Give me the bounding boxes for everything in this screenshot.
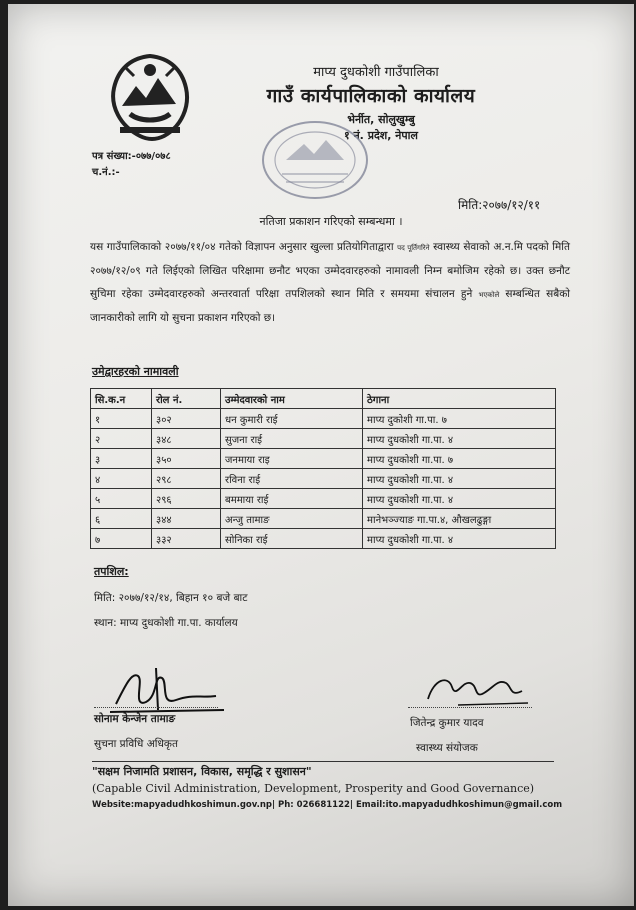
- cell-serial: १: [91, 409, 152, 429]
- body-small-1: पद पूर्तिगरिने: [397, 244, 430, 252]
- right-signatory-name: जितेन्द्र कुमार यादव: [410, 717, 484, 729]
- body-small-2: भएकोले: [478, 291, 500, 299]
- cell-address: माप्य दुकोशी गा.पा. ७: [363, 409, 556, 429]
- left-signatory-role: सुचना प्रविधि अधिकृत: [94, 738, 178, 750]
- body-part-2: स्वास्थ्य सेवाको अ.न.मि पदको मिति २०७७/१२/०९ गते लिईएको लिखित परिक्षामा छनौट भएका उम्मेदवारहरुको नामावली निम्न बमोजिम रहेको छ। उक्त छनौट सुचिमा रहेका उम्मेदवारहरुको अन्तरवार्ता परिक्षा तपशिलको स्थान मिति र समयमा संचालन हुने: [90, 241, 571, 300]
- left-signature-line: [94, 707, 218, 708]
- letter-number: पत्र संख्या:-०७७/०७८: [92, 151, 171, 162]
- cell-roll: ३३२: [152, 529, 221, 549]
- body-part-1: यस गाउँपालिकाको २०७७/११/०४ गतेको विज्ञापन अनुसार खुल्ला प्रतियोगिताद्वारा: [90, 241, 394, 253]
- right-signatory-role: स्वास्थ्य संयोजक: [416, 742, 478, 754]
- cell-roll: ३०२: [152, 409, 221, 429]
- cell-serial: ४: [91, 469, 152, 489]
- left-signatory-name: सोनाम केन्जेन तामाङ: [94, 713, 176, 725]
- cell-serial: ७: [91, 529, 152, 549]
- cell-roll: ३४८: [152, 429, 221, 449]
- col-roll: रोल नं.: [152, 389, 221, 409]
- cell-address: माप्य दुधकोशी गा.पा. ४: [363, 469, 556, 489]
- table-row: [91, 469, 556, 489]
- cell-name: अन्जु तामाङ: [221, 509, 363, 529]
- table-row: [91, 529, 556, 549]
- table-row: [91, 509, 556, 529]
- reference-block: [92, 149, 171, 181]
- cell-roll: ३५०: [152, 449, 221, 469]
- letter-body: [90, 236, 570, 330]
- office-title: गाउँ कार्यपालिकाको कार्यालय: [266, 85, 476, 107]
- col-name: उम्मेदवारको नाम: [221, 389, 363, 409]
- col-address: ठेगाना: [363, 389, 556, 409]
- body-part-3: सम्बन्धित सबैको जानकारीको लागि यो सुचना प्रकाशन गरिएको छ।: [90, 288, 571, 324]
- col-serial: सि.क.न: [91, 389, 152, 409]
- cell-roll: २९८: [152, 469, 221, 489]
- right-signature-line: [408, 707, 532, 708]
- table-row: [91, 429, 556, 449]
- cell-address: माप्य दुधकोशी गा.पा. ४: [363, 429, 556, 449]
- cell-serial: ५: [91, 489, 152, 509]
- candidates-heading: उमेद्वारहरको नामावली: [92, 365, 179, 378]
- footer-motto: "सक्षम निजामति प्रशासन, विकास, समृद्धि र सुशासन": [92, 765, 312, 778]
- dispatch-number: च.नं.:-: [92, 167, 120, 178]
- table-row: [91, 449, 556, 469]
- cell-name: सोनिका राई: [221, 529, 363, 549]
- cell-name: जनमाया राइ: [221, 449, 363, 469]
- footer-contact: Website:mapyadudhkoshimun.gov.np| Ph: 026681122| Email:ito.mapyadudhkoshimun@gmail.com: [92, 800, 563, 810]
- office-location: भेर्नीत, सोलुखुम्बु: [347, 113, 415, 126]
- table-header-row: [91, 389, 556, 409]
- interview-place: स्थान: माप्य दुधकोशी गा.पा. कार्यालय: [94, 617, 238, 629]
- municipality-name: माप्य दुधकोशी गाउँपालिका: [313, 65, 439, 80]
- cell-name: सुजना राई: [221, 429, 363, 449]
- cell-serial: ३: [91, 449, 152, 469]
- letter-subject: नतिजा प्रकाशन गरिएको सम्बन्धमा ।: [259, 215, 403, 228]
- letter-page: [8, 4, 634, 906]
- details-heading: तपशिल:: [94, 565, 129, 578]
- table-row: [91, 489, 556, 509]
- cell-name: बममाया राई: [221, 489, 363, 509]
- interview-date: मिति: २०७७/१२/१४, बिहान १० बजे बाट: [94, 592, 248, 604]
- office-stamp-icon: [256, 114, 374, 202]
- cell-name: धन कुमारी राई: [221, 409, 363, 429]
- cell-serial: २: [91, 429, 152, 449]
- cell-address: मानेभञ्ज्याङ गा.पा.४, औखलढुङ्गा: [363, 509, 556, 529]
- cell-serial: ६: [91, 509, 152, 529]
- cell-address: माप्य दुधकोशी गा.पा. ४: [363, 529, 556, 549]
- cell-name: रविना राई: [221, 469, 363, 489]
- candidates-table: [90, 388, 556, 549]
- footer-motto-english: (Capable Civil Administration, Development, Prosperity and Good Governance): [92, 782, 535, 795]
- cell-address: माप्य दुधकोशी गा.पा. ४: [363, 489, 556, 509]
- letter-date: मिति:२०७७/१२/११: [458, 198, 541, 212]
- table-row: [91, 409, 556, 429]
- cell-address: माप्य दुधकोशी गा.पा. ७: [363, 449, 556, 469]
- cell-roll: २९६: [152, 489, 221, 509]
- cell-roll: ३४४: [152, 509, 221, 529]
- footer-divider: [92, 761, 554, 762]
- office-province: १ नं. प्रदेश, नेपाल: [344, 129, 418, 142]
